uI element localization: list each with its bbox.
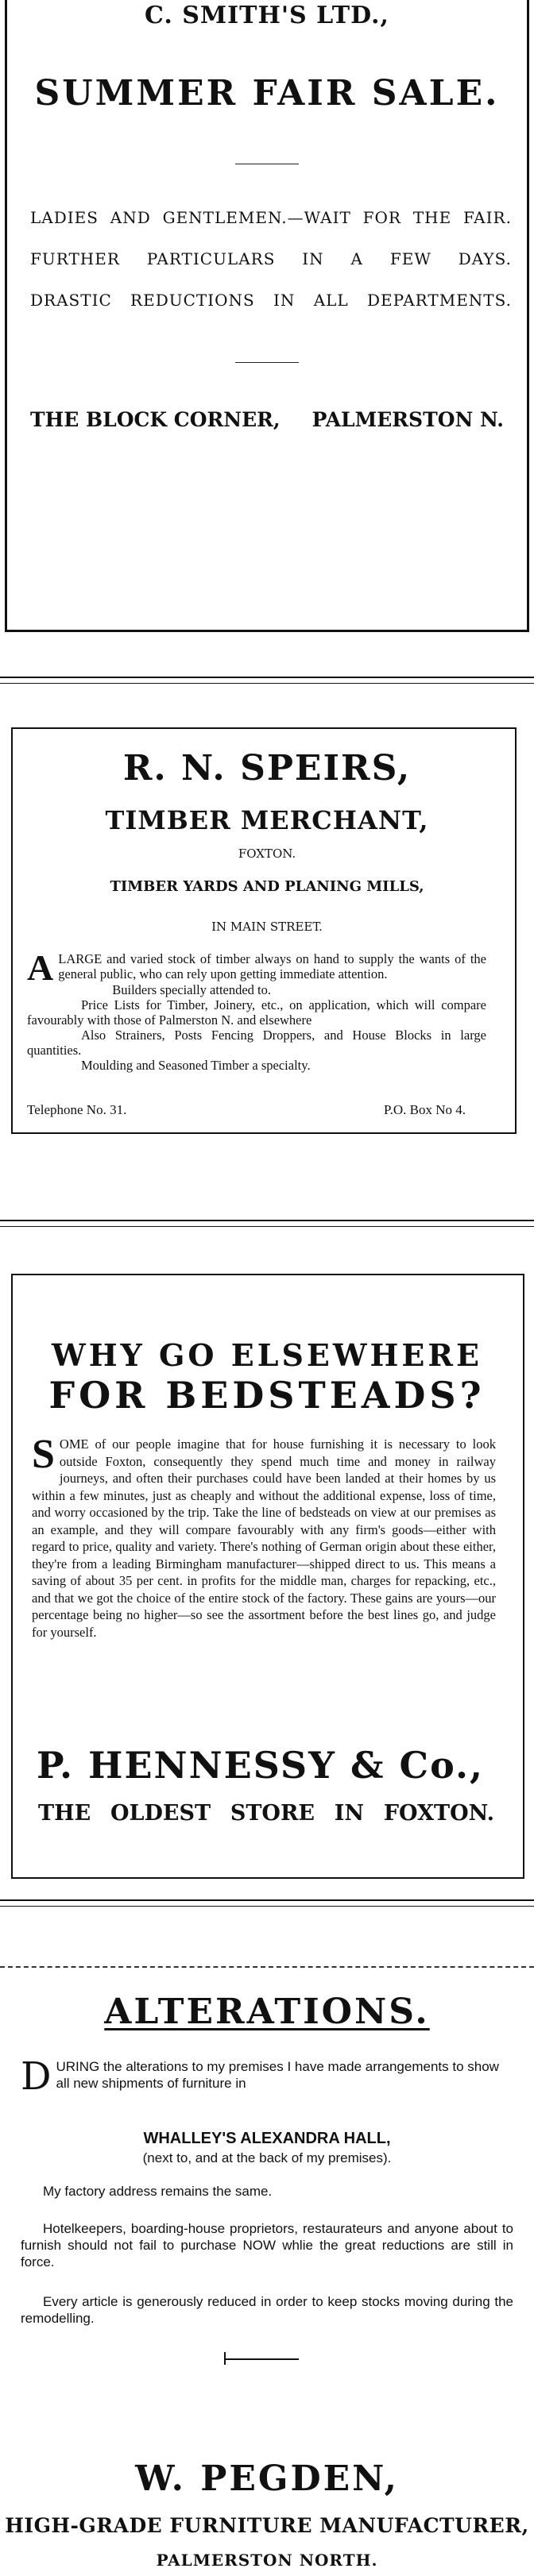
word: IN — [273, 291, 296, 310]
hennessy-body — [32, 1432, 496, 1641]
smith-rule-2 — [235, 362, 299, 363]
hennessy-tagline — [38, 1801, 494, 1826]
pegden-rule — [224, 2358, 299, 2360]
word: ALL — [313, 291, 349, 310]
pegden-hall-note: (next to, and at the back of my premises). — [142, 2150, 392, 2165]
pegden-dropcap: D — [21, 2054, 52, 2099]
word: LADIES — [30, 208, 99, 227]
column-separator — [0, 1220, 534, 1227]
pegden-trade: HIGH-GRADE FURNITURE MANUFACTURER, — [5, 2514, 529, 2537]
speirs-street: IN MAIN STREET. — [211, 920, 323, 934]
hennessy-dropcap: S — [32, 1432, 55, 1477]
pegden-hotels: Hotelkeepers, boarding-house proprietors, restaurateurs and anyone about to furnish should not fail to purchase NOW whlie the great reductions are still in force. — [21, 2221, 513, 2269]
speirs-line: Also Strainers, Posts Fencing Droppers, and House Blocks in large quantities. — [27, 1028, 486, 1058]
word: REDUCTIONS — [130, 291, 255, 310]
smith-title: SUMMER FAIR SALE. — [34, 73, 500, 114]
smith-line-3 — [30, 291, 512, 310]
word: A — [350, 249, 363, 268]
word: THE — [38, 1801, 91, 1826]
speirs-town: FOXTON. — [238, 846, 296, 861]
pegden-town: PALMERSTON NORTH. — [156, 2551, 378, 2570]
smith-line-2 — [30, 249, 512, 268]
column-separator — [0, 677, 534, 684]
pegden-name: W. PEGDEN, — [135, 2458, 399, 2499]
word: DAYS. — [458, 249, 512, 268]
word: FURTHER — [30, 249, 120, 268]
smith-ad — [0, 0, 534, 635]
speirs-line: Price Lists for Timber, Joinery, etc., on application, which will compare favourably with those of Palmerston N. and elsewhere — [27, 997, 486, 1028]
word: AND — [110, 208, 151, 227]
smith-line-1 — [30, 208, 512, 227]
speirs-yards: TIMBER YARDS AND PLANING MILLS, — [110, 878, 424, 895]
word: PARTICULARS — [146, 249, 276, 268]
word: FEW — [389, 249, 431, 268]
hennessy-body-text: OME of our people imagine that for house furnishing it is necessary to look outside Foxton, consequently they spend much time and money in railway journeys, and often their purchases could have been landed at their homes by us within a few minutes, just as cheaply and without the additional expense, loss of time, and worry occasioned by the trip. Take the line of bedsteads on view at our premises as an example, and they will compare favourably with any firm's goods—either with regard to price, quality and variety. There's nothing of German origin about these either, they're from a leading Birmingham manufacturer—shipped direct to us. This means a saving of about 35 per cent. in profits for the middle man, charges for repacking, etc., and that we got the choice of the entire stock of the factory. These gains are yours—our percentage being no higher—so see the assortment before the best lines go, and judge for yourself. — [32, 1436, 496, 1640]
speirs-line: Builders specially attended to. — [112, 982, 272, 997]
smith-address-right: PALMERSTON N. — [312, 408, 504, 431]
pegden-reduced: Every article is generously reduced in order to keep stocks moving during the remodelling. — [21, 2294, 513, 2326]
hennessy-ad — [0, 1274, 534, 1885]
word: STORE — [230, 1801, 315, 1826]
speirs-phone: Telephone No. 31. — [27, 1102, 127, 1117]
smith-address — [30, 408, 504, 431]
speirs-name: R. N. SPEIRS, — [122, 748, 412, 789]
pegden-headline: ALTERATIONS. — [104, 1992, 430, 2032]
separator-dots — [0, 1966, 534, 1968]
speirs-footer — [27, 1102, 466, 1118]
word: OLDEST — [110, 1801, 211, 1826]
speirs-dropcap: A — [27, 947, 54, 988]
word: FOR — [362, 208, 401, 227]
hennessy-headline-2: FOR BEDSTEADS? — [48, 1374, 486, 1417]
speirs-ad — [0, 727, 534, 1140]
word: GENTLEMEN.—WAIT — [162, 208, 351, 227]
word: DRASTIC — [30, 291, 112, 310]
hennessy-headline-1: WHY GO ELSEWHERE — [52, 1337, 482, 1373]
word: FOXTON. — [383, 1801, 494, 1826]
smith-address-left: THE BLOCK CORNER, — [30, 408, 281, 431]
word: DEPARTMENTS. — [366, 291, 512, 310]
pegden-ad — [0, 1985, 534, 2576]
pegden-rule-tick — [224, 2352, 226, 2365]
pegden-hall: WHALLEY'S ALEXANDRA HALL, — [143, 2130, 391, 2147]
pegden-intro-block — [21, 2054, 510, 2099]
smith-company: C. SMITH'S LTD., — [145, 2, 389, 29]
word: IN — [334, 1801, 365, 1826]
speirs-intro: LARGE and varied stock of timber always on hand to supply the wants of the general public, who can rely upon getting immediate attention. — [58, 951, 486, 981]
pegden-intro: URING the alterations to my premises I have made arrangements to show all new shipments of furniture in — [56, 2059, 499, 2091]
word: THE — [412, 208, 452, 227]
speirs-body — [27, 947, 486, 1073]
word: FAIR. — [463, 208, 512, 227]
word: IN — [302, 249, 324, 268]
hennessy-firm: P. HENNESSY & Co., — [37, 1744, 485, 1787]
speirs-trade: TIMBER MERCHANT, — [105, 805, 429, 835]
column-separator — [0, 1899, 534, 1907]
speirs-box: P.O. Box No 4. — [384, 1102, 466, 1117]
pegden-factory: My factory address remains the same. — [43, 2184, 273, 2199]
speirs-line: Moulding and Seasoned Timber a specialty. — [81, 1058, 311, 1073]
